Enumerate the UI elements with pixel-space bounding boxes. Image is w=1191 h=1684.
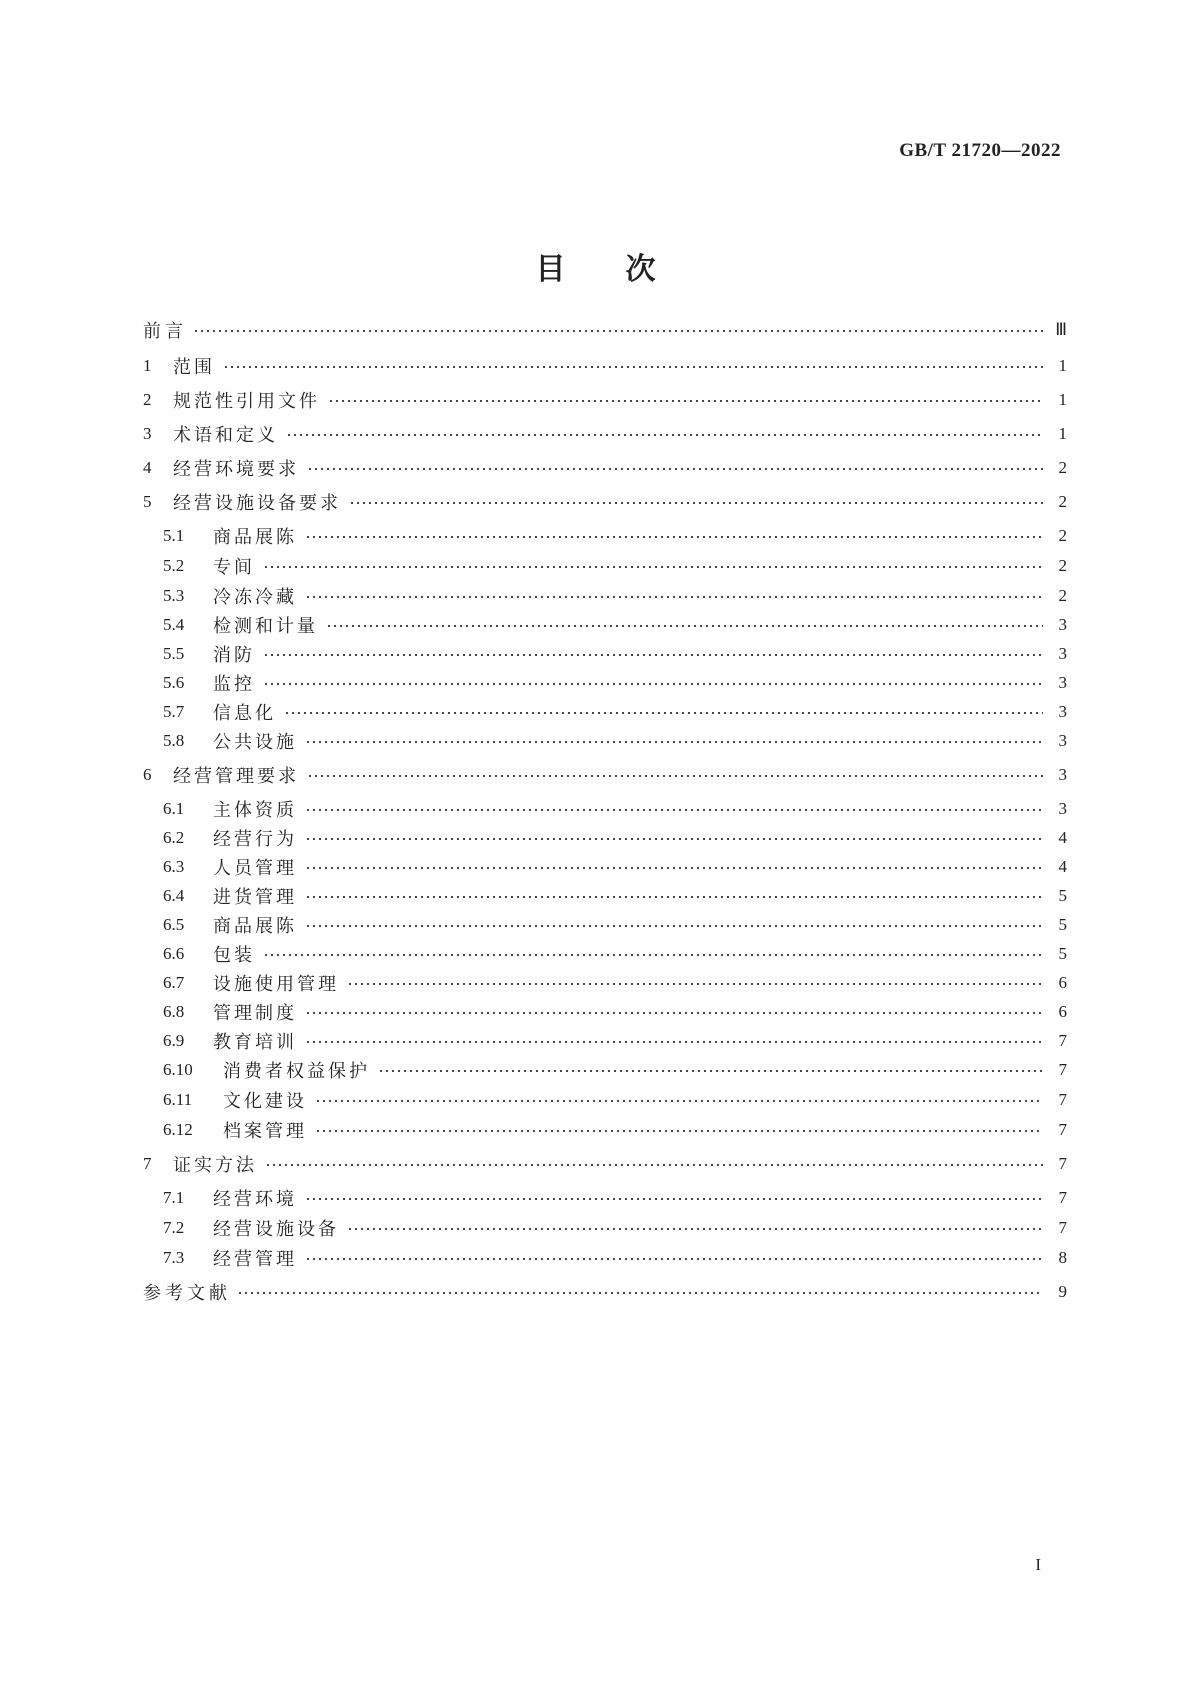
toc-entry-label: 主体资质 — [213, 800, 297, 821]
toc-entry-label: 参考文献 — [143, 1283, 231, 1304]
page-title: 目次 — [535, 252, 716, 287]
dot-leader — [305, 859, 1043, 877]
toc-entry-number: 6.8 — [163, 1002, 185, 1021]
toc-entry-label: 经营设施设备要求 — [173, 493, 341, 514]
toc-entry[interactable] — [143, 670, 1067, 696]
toc-entry-label: 监控 — [213, 674, 255, 695]
dot-leader — [315, 1092, 1043, 1110]
toc-entry-number: 5.7 — [163, 702, 185, 721]
toc-entry-page: 5 — [1058, 944, 1067, 963]
dot-leader — [286, 426, 1043, 444]
toc-entry-label: 经营行为 — [213, 829, 297, 850]
page-number: I — [1035, 1555, 1041, 1574]
toc-entry-page: 5 — [1058, 915, 1067, 934]
toc-entry-number: 5 — [143, 492, 152, 511]
toc-entry-page: 1 — [1058, 356, 1067, 375]
toc-entry-label: 经营管理要求 — [173, 766, 299, 787]
toc-entry-label: 公共设施 — [213, 732, 297, 753]
toc-entry-number: 6.3 — [163, 857, 185, 876]
toc-entry[interactable] — [143, 553, 1067, 579]
toc-entry-label: 商品展陈 — [213, 916, 297, 937]
toc-entry[interactable] — [143, 583, 1067, 609]
toc-entry-page: 1 — [1058, 424, 1067, 443]
toc-entry-number: 7.2 — [163, 1218, 185, 1237]
dot-leader — [305, 917, 1043, 935]
toc-entry[interactable] — [143, 317, 1067, 343]
toc-entry-page: 6 — [1058, 973, 1067, 992]
toc-entry[interactable] — [143, 825, 1067, 851]
toc-entry-page: 2 — [1058, 492, 1067, 511]
toc-entry[interactable] — [143, 1185, 1067, 1211]
toc-entry-label: 档案管理 — [223, 1121, 307, 1142]
toc-entry-page: 3 — [1058, 615, 1067, 634]
toc-entry[interactable] — [143, 1028, 1067, 1054]
toc-entry-label: 经营环境要求 — [173, 459, 299, 480]
toc-entry-page: 2 — [1058, 556, 1067, 575]
dot-leader — [305, 1250, 1043, 1268]
toc-entry-page: 1 — [1058, 390, 1067, 409]
dot-leader — [326, 617, 1043, 635]
dot-leader — [305, 888, 1043, 906]
toc-entry-number: 6.6 — [163, 944, 185, 963]
toc-entry[interactable] — [143, 421, 1067, 447]
toc-entry-label: 术语和定义 — [173, 425, 278, 446]
dot-leader — [305, 1033, 1043, 1051]
toc-entry-label: 检测和计量 — [213, 616, 318, 637]
toc-entry[interactable] — [143, 970, 1067, 996]
toc-entry[interactable] — [143, 796, 1067, 822]
dot-leader — [265, 1156, 1043, 1174]
toc-entry[interactable] — [143, 1215, 1067, 1241]
standard-code: GB/T 21720—2022 — [899, 140, 1061, 161]
toc-entry-number: 6.12 — [163, 1120, 193, 1139]
toc-entry-page: 5 — [1058, 886, 1067, 905]
toc-entry[interactable] — [143, 1087, 1067, 1113]
toc-entry-number: 5.3 — [163, 586, 185, 605]
toc-entry-page: 7 — [1058, 1154, 1067, 1173]
toc-entry[interactable] — [143, 941, 1067, 967]
toc-entry-page: 7 — [1058, 1188, 1067, 1207]
toc-entry-page: 4 — [1058, 857, 1067, 876]
toc-entry-label: 范围 — [173, 357, 215, 378]
toc-entry[interactable] — [143, 612, 1067, 638]
toc-entry-page: 3 — [1058, 799, 1067, 818]
toc-entry-number: 6.10 — [163, 1060, 193, 1079]
toc-entry[interactable] — [143, 1151, 1067, 1177]
toc-entry-page: 3 — [1058, 673, 1067, 692]
toc-entry-number: 2 — [143, 390, 152, 409]
toc-entry-page: 4 — [1058, 828, 1067, 847]
toc-entry-number: 6.9 — [163, 1031, 185, 1050]
toc-entry-number: 5.2 — [163, 556, 185, 575]
dot-leader — [305, 801, 1043, 819]
toc-entry-label: 消费者权益保护 — [223, 1061, 370, 1082]
dot-leader — [315, 1122, 1043, 1140]
toc-entry-page: 3 — [1058, 731, 1067, 750]
dot-leader — [284, 704, 1043, 722]
toc-entry-page: 3 — [1058, 702, 1067, 721]
toc-entry-label: 商品展陈 — [213, 527, 297, 548]
dot-leader — [263, 675, 1043, 693]
toc-entry-page: 7 — [1058, 1090, 1067, 1109]
toc-entry-label: 经营环境 — [213, 1189, 297, 1210]
toc-entry-label: 证实方法 — [173, 1155, 257, 1176]
toc-entry-label: 规范性引用文件 — [173, 391, 320, 412]
toc-entry-label: 包装 — [213, 945, 255, 966]
toc-entry-number: 5.5 — [163, 644, 185, 663]
toc-entry[interactable] — [143, 728, 1067, 754]
dot-leader — [305, 733, 1043, 751]
dot-leader — [263, 946, 1043, 964]
dot-leader — [347, 1220, 1043, 1238]
dot-leader — [305, 588, 1043, 606]
dot-leader — [378, 1062, 1043, 1080]
toc-entry-number: 1 — [143, 356, 152, 375]
toc-entry-label: 专间 — [213, 557, 255, 578]
toc-entry-number: 6.2 — [163, 828, 185, 847]
toc-entry[interactable] — [143, 353, 1067, 379]
toc-entry-number: 5.6 — [163, 673, 185, 692]
toc-entry-number: 3 — [143, 424, 152, 443]
toc-entry-page: 6 — [1058, 1002, 1067, 1021]
dot-leader — [305, 528, 1043, 546]
toc-entry-page: 9 — [1058, 1282, 1067, 1301]
toc-entry-number: 7 — [143, 1154, 152, 1173]
dot-leader — [263, 558, 1043, 576]
toc-entry-number: 4 — [143, 458, 152, 477]
toc-entry-label: 经营设施设备 — [213, 1219, 339, 1240]
toc-entry-label: 设施使用管理 — [213, 974, 339, 995]
toc-entry-label: 人员管理 — [213, 858, 297, 879]
dot-leader — [307, 460, 1043, 478]
toc-entry-number: 6.1 — [163, 799, 185, 818]
dot-leader — [307, 767, 1043, 785]
toc-entry-page: 7 — [1058, 1060, 1067, 1079]
toc-entry-page: Ⅲ — [1055, 320, 1067, 339]
toc-entry-label: 前言 — [143, 321, 187, 342]
toc-entry[interactable] — [143, 762, 1067, 788]
toc-entry-number: 5.4 — [163, 615, 185, 634]
toc-entry-label: 信息化 — [213, 703, 276, 724]
toc-entry-page: 8 — [1058, 1248, 1067, 1267]
toc-entry[interactable] — [143, 1245, 1067, 1271]
toc-entry-page: 2 — [1058, 526, 1067, 545]
toc-entry[interactable] — [143, 999, 1067, 1025]
toc-entry-number: 7.1 — [163, 1188, 185, 1207]
toc-entry-number: 6.7 — [163, 973, 185, 992]
toc-entry-number: 6.4 — [163, 886, 185, 905]
toc-entry-label: 消防 — [213, 645, 255, 666]
toc-entry[interactable] — [143, 1057, 1067, 1083]
toc-entry-number: 5.1 — [163, 526, 185, 545]
dot-leader — [328, 392, 1043, 410]
toc-entry-page: 2 — [1058, 586, 1067, 605]
toc-entry-label: 进货管理 — [213, 887, 297, 908]
dot-leader — [305, 830, 1043, 848]
toc-entry-label: 教育培训 — [213, 1032, 297, 1053]
toc-entry[interactable] — [143, 523, 1067, 549]
toc-entry-label: 管理制度 — [213, 1003, 297, 1024]
toc-entry-label: 经营管理 — [213, 1249, 297, 1270]
toc-entry-label: 文化建设 — [223, 1091, 307, 1112]
dot-leader — [263, 646, 1043, 664]
dot-leader — [349, 494, 1043, 512]
toc-entry-page: 7 — [1058, 1120, 1067, 1139]
toc-entry-number: 7.3 — [163, 1248, 185, 1267]
dot-leader — [305, 1190, 1043, 1208]
dot-leader — [193, 322, 1043, 340]
toc-entry[interactable] — [143, 854, 1067, 880]
dot-leader — [223, 358, 1043, 376]
toc-entry[interactable] — [143, 883, 1067, 909]
toc-entry[interactable] — [143, 455, 1067, 481]
toc-entry[interactable] — [143, 699, 1067, 725]
dot-leader — [305, 1004, 1043, 1022]
dot-leader — [347, 975, 1043, 993]
toc-entry[interactable] — [143, 912, 1067, 938]
toc-entry-page: 3 — [1058, 765, 1067, 784]
toc-entry[interactable] — [143, 1117, 1067, 1143]
toc-entry-number: 6.5 — [163, 915, 185, 934]
toc-entry[interactable] — [143, 641, 1067, 667]
toc-entry[interactable] — [143, 387, 1067, 413]
dot-leader — [237, 1284, 1043, 1302]
toc-entry-number: 5.8 — [163, 731, 185, 750]
toc-entry-page: 7 — [1058, 1218, 1067, 1237]
toc-entry-number: 6.11 — [163, 1090, 193, 1109]
toc-entry-label: 冷冻冷藏 — [213, 587, 297, 608]
toc-entry-number: 6 — [143, 765, 152, 784]
toc-entry-page: 3 — [1058, 644, 1067, 663]
toc-entry-page: 2 — [1058, 458, 1067, 477]
toc-entry-page: 7 — [1058, 1031, 1067, 1050]
toc-entry[interactable] — [143, 489, 1067, 515]
toc-entry[interactable] — [143, 1279, 1067, 1305]
